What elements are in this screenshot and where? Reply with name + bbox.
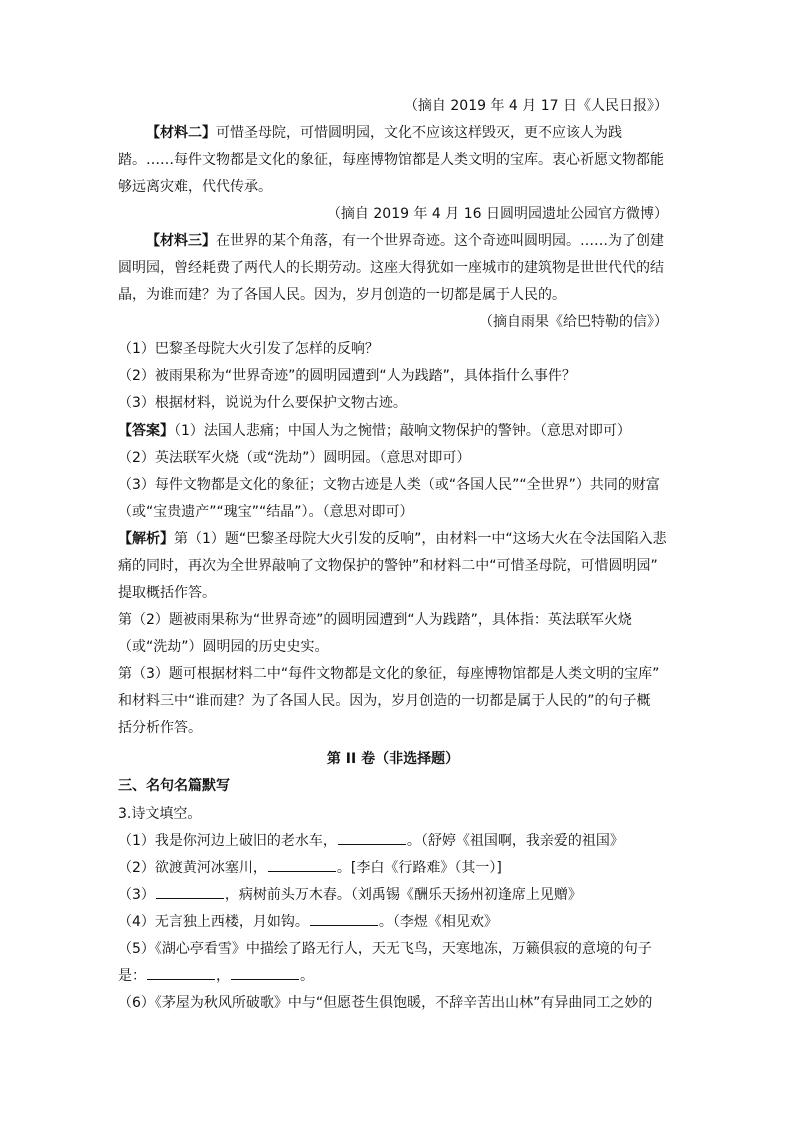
fill-item-1-prefix: （1）我是你河边上破旧的老水车， bbox=[118, 833, 337, 849]
fill-item-1 bbox=[118, 831, 668, 851]
material-2-text: 可惜圣母院，可惜圆明园，文化不应该这样毁灭，更不应该人为践 bbox=[216, 125, 622, 141]
material-3-line-2: 圆明园，曾经耗费了两代人的长期劳动。这座大得犹如一座城市的建筑物是世世代代的结 bbox=[118, 260, 664, 276]
fill-item-5-separator: ， bbox=[216, 968, 230, 984]
question-2: （2）被雨果称为“世界奇迹”的圆明园遭到“人为践踏”，具体指什么事件？ bbox=[118, 368, 576, 384]
source-citation-3: （摘自雨果《给巴特勒的信》） bbox=[479, 314, 668, 330]
fill-item-2-suffix: 。[李白《行路难》（其一）] bbox=[336, 860, 502, 876]
fill-item-6: （6）《茅屋为秋风所破歌》中与“但愿苍生俱饱暖，不辞辛苦出山林”有异曲同工之妙的 bbox=[118, 995, 653, 1011]
material-2-line-1 bbox=[118, 123, 668, 143]
analysis-line-4: 第（2）题被雨果称为“世界奇迹”的圆明园遭到“人为践踏”，具体指：英法联军火烧 bbox=[118, 612, 632, 628]
answer-blank[interactable] bbox=[268, 858, 336, 872]
answer-line-1 bbox=[118, 421, 668, 441]
analysis-text: 第（1）题“巴黎圣母院大火引发的反响”，由材料一中“这场大火在令法国陷入悲 bbox=[174, 531, 667, 547]
answer-blank[interactable] bbox=[338, 831, 406, 845]
material-2-line-3: 够远离灾难，代代传承。 bbox=[118, 179, 272, 195]
question-stem: 3.诗文填空。 bbox=[118, 806, 202, 822]
answer-blank[interactable] bbox=[156, 885, 224, 899]
analysis-line-2: 痛的同时，再次为全世界敲响了文物保护的警钟”和材料二中“可惜圣母院，可惜圆明园” bbox=[118, 558, 658, 574]
analysis-line-1 bbox=[118, 529, 668, 549]
source-citation-1: （摘自 2019 年 4 月 17 日《人民日报》） bbox=[403, 98, 668, 114]
fill-item-3 bbox=[118, 885, 668, 905]
answer-blank[interactable] bbox=[147, 966, 215, 980]
analysis-line-8: 括分析作答。 bbox=[118, 720, 202, 736]
fill-item-1-suffix: 。（舒婷《祖国啊，我亲爱的祖国》 bbox=[406, 833, 624, 849]
fill-item-5-end: 。 bbox=[300, 968, 314, 984]
analysis-line-7: 和材料三中“谁而建？为了各国人民。因为，岁月创造的一切都是属于人民的”的句子概 bbox=[118, 693, 651, 709]
fill-item-2-prefix: （2）欲渡黄河冰塞川， bbox=[118, 860, 267, 876]
answer-line-4: （或“宝贵遗产”“瑰宝”“结晶”）。（意思对即可） bbox=[118, 504, 414, 520]
material-3-text: 在世界的某个角落，有一个世界奇迹。这个奇迹叫圆明园。……为了创建 bbox=[216, 233, 664, 249]
answer-label: 【答案】 bbox=[118, 423, 174, 439]
answer-blank[interactable] bbox=[231, 966, 299, 980]
fill-item-4-suffix: 。（李煜《相见欢》 bbox=[378, 914, 498, 930]
material-2-label: 【材料二】 bbox=[146, 125, 216, 141]
fill-item-4 bbox=[118, 912, 668, 932]
fill-item-2 bbox=[118, 858, 668, 878]
material-3-label: 【材料三】 bbox=[146, 233, 216, 249]
answer-blank[interactable] bbox=[310, 912, 378, 926]
fill-item-4-prefix: （4）无言独上西楼，月如钩。 bbox=[118, 914, 309, 930]
section-title: 三、名句名篇默写 bbox=[118, 778, 230, 794]
material-2-line-2: 踏。……每件文物都是文化的象征，每座博物馆都是人类文明的宝库。衷心祈愿文物都能 bbox=[118, 152, 664, 168]
analysis-line-3: 提取概括作答。 bbox=[118, 585, 216, 601]
material-3-line-1 bbox=[118, 231, 668, 251]
fill-item-3-suffix: ，病树前头万木春。（刘禹锡《酬乐天扬州初逢席上见赠》 bbox=[224, 887, 582, 903]
volume-title: 第 II 卷（非选择题） bbox=[326, 751, 460, 767]
fill-item-3-prefix: （3） bbox=[118, 887, 155, 903]
answer-line-3: （3）每件文物都是文化的象征；文物古迹是人类（或“各国人民”“全世界”）共同的财富 bbox=[118, 477, 660, 493]
analysis-label: 【解析】 bbox=[118, 531, 174, 547]
question-3: （3）根据材料，说说为什么要保护文物古迹。 bbox=[118, 395, 407, 411]
analysis-line-6: 第（3）题可根据材料二中“每件文物都是文化的象征，每座博物馆都是人类文明的宝库” bbox=[118, 666, 660, 682]
answer-text: （1）法国人悲痛；中国人为之惋惜；敲响文物保护的警钟。（意思对即可） bbox=[174, 423, 631, 439]
fill-item-5-line-1: （5）《湖心亭看雪》中描绘了路无行人，天无飞鸟，天寒地冻，万籁俱寂的意境的句子 bbox=[118, 941, 652, 957]
answer-line-2: （2）英法联军火烧（或“洗劫”）圆明园。（意思对即可） bbox=[118, 450, 471, 466]
fill-item-5-line-2 bbox=[118, 966, 668, 986]
source-citation-2: （摘自 2019 年 4 月 16 日圆明园遗址公园官方微博） bbox=[326, 206, 668, 222]
analysis-line-5: （或“洗劫”）圆明园的历史史实。 bbox=[118, 639, 329, 655]
fill-item-5-prefix: 是： bbox=[118, 968, 146, 984]
material-3-line-3: 晶，为谁而建？为了各国人民。因为，岁月创造的一切都是属于人民的。 bbox=[118, 287, 566, 303]
question-1: （1）巴黎圣母院大火引发了怎样的反响？ bbox=[118, 341, 379, 357]
